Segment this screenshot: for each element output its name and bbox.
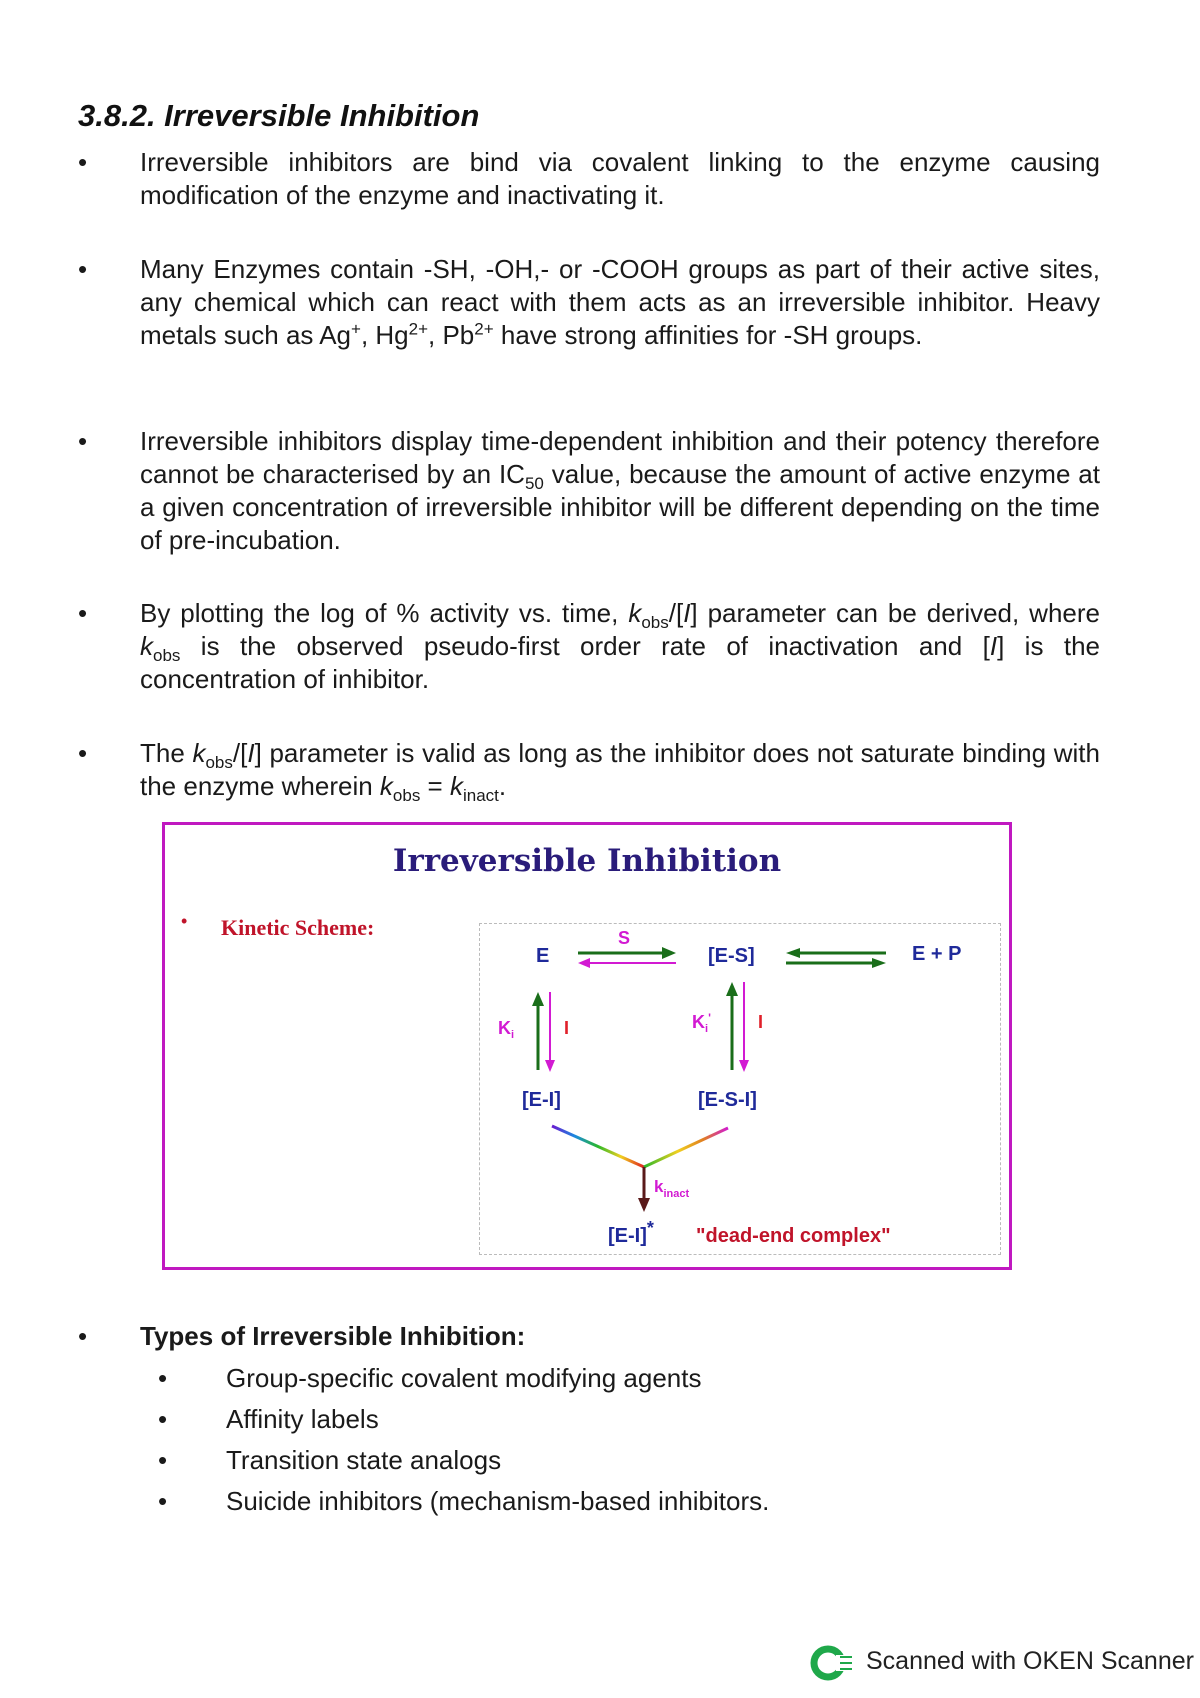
left-up-arrowhead	[532, 992, 544, 1006]
enzyme-inhibitor-complex-label: [E-I]	[522, 1089, 561, 1111]
bullet-marker: •	[78, 147, 88, 177]
oken-scanner-logo-icon	[810, 1643, 854, 1683]
bullet-5-text: The $k_{obs}/[I]$ parameter is valid as long as the inhibitor does not saturate binding with the enzyme wherein $k_{obs} = k_{inact}$.	[140, 738, 1100, 806]
list-item: • Group-specific covalent modifying agents	[158, 1358, 1058, 1399]
figure-bullet-marker: •	[181, 911, 188, 931]
types-list	[158, 1358, 1058, 1522]
sub-bullet-marker: •	[158, 1404, 168, 1434]
bullet-4-text: By plotting the log of % activity vs. time, $k_{obs}/[I]$ parameter can be derived, where $k_{obs}$ is the observed pseudo-first order rate of inactivation and [I] is the concentration of inhibitor.	[140, 598, 1100, 694]
reverse-arrowhead-es-e	[578, 958, 590, 968]
bullet-marker: •	[78, 254, 88, 284]
inhibitor-label-right: I	[758, 1012, 764, 1032]
bullet-3-text: Irreversible inhibitors display time-dependent inhibition and their potency therefore cannot be characterised by an $IC_{50}$ value, because the amount of active enzyme at a given concentration of irreversible inhibitor will be different depending on the time of pre-incubation.	[140, 426, 1100, 555]
inactivation-arrowhead	[638, 1198, 650, 1212]
kinetic-scheme-svg	[480, 924, 1000, 1254]
bullet-marker: •	[78, 598, 88, 628]
figure-title: Irreversible Inhibition	[392, 843, 782, 879]
types-heading: Types of Irreversible Inhibition:	[140, 1321, 526, 1351]
list-item: • Transition state analogs	[158, 1440, 1058, 1481]
arrowhead-es-ep-right	[872, 958, 886, 968]
bullet-marker: •	[78, 738, 88, 768]
enzyme-label: E	[536, 945, 550, 967]
dead-end-complex-caption: "dead-end complex"	[696, 1225, 891, 1247]
converging-line-left	[552, 1126, 644, 1167]
right-up-arrowhead	[726, 982, 738, 996]
section-heading: 3.8.2. Irreversible Inhibition	[78, 98, 480, 133]
irreversible-inhibition-figure	[162, 822, 1012, 1270]
inhibitor-label-left: I	[564, 1018, 570, 1038]
forward-arrowhead-e-es	[662, 947, 676, 959]
list-item: • Suicide inhibitors (mechanism-based inhibitors.	[158, 1481, 1058, 1522]
enzyme-substrate-complex-label: [E-S]	[708, 945, 755, 967]
kinact-label: $k_{inact}$	[654, 1177, 690, 1200]
kinetic-scheme-label: Kinetic Scheme:	[221, 915, 375, 940]
right-down-arrowhead	[739, 1060, 749, 1072]
bullet-marker: •	[78, 426, 88, 456]
left-down-arrowhead	[545, 1060, 555, 1072]
enzyme-product-label: E + P	[912, 943, 962, 965]
list-item: • Affinity labels	[158, 1399, 1058, 1440]
kinetic-scheme-diagram	[479, 923, 1001, 1255]
bullet-1-text: Irreversible inhibitors are bind via covalent linking to the enzyme causing modification of the enzyme and inactivating it.	[140, 147, 1100, 210]
enzyme-substrate-inhibitor-complex-label: [E-S-I]	[698, 1089, 757, 1111]
substrate-label: S	[618, 928, 631, 948]
bullet-marker: •	[78, 1321, 88, 1351]
sub-bullet-marker: •	[158, 1363, 168, 1393]
ki-label: $K_i$	[498, 1018, 515, 1041]
dead-end-complex-label: [E-I]*	[608, 1218, 654, 1247]
ki-prime-label: $K_i'$	[692, 1011, 711, 1035]
bullet-2-text: Many Enzymes contain -SH, -OH,- or -COOH groups as part of their active sites, any chemical which can react with them acts as an irreversible inhibitor. Heavy metals such as Ag+, $Hg^{2+}$, $Pb^{2+}$ have strong affinities for -SH groups.	[140, 254, 1100, 350]
converging-line-right	[644, 1128, 728, 1167]
sub-bullet-marker: •	[158, 1486, 168, 1516]
watermark-text: Scanned with OKEN Scanner	[866, 1647, 1194, 1675]
arrowhead-es-ep-left	[786, 948, 800, 958]
sub-bullet-marker: •	[158, 1445, 168, 1475]
